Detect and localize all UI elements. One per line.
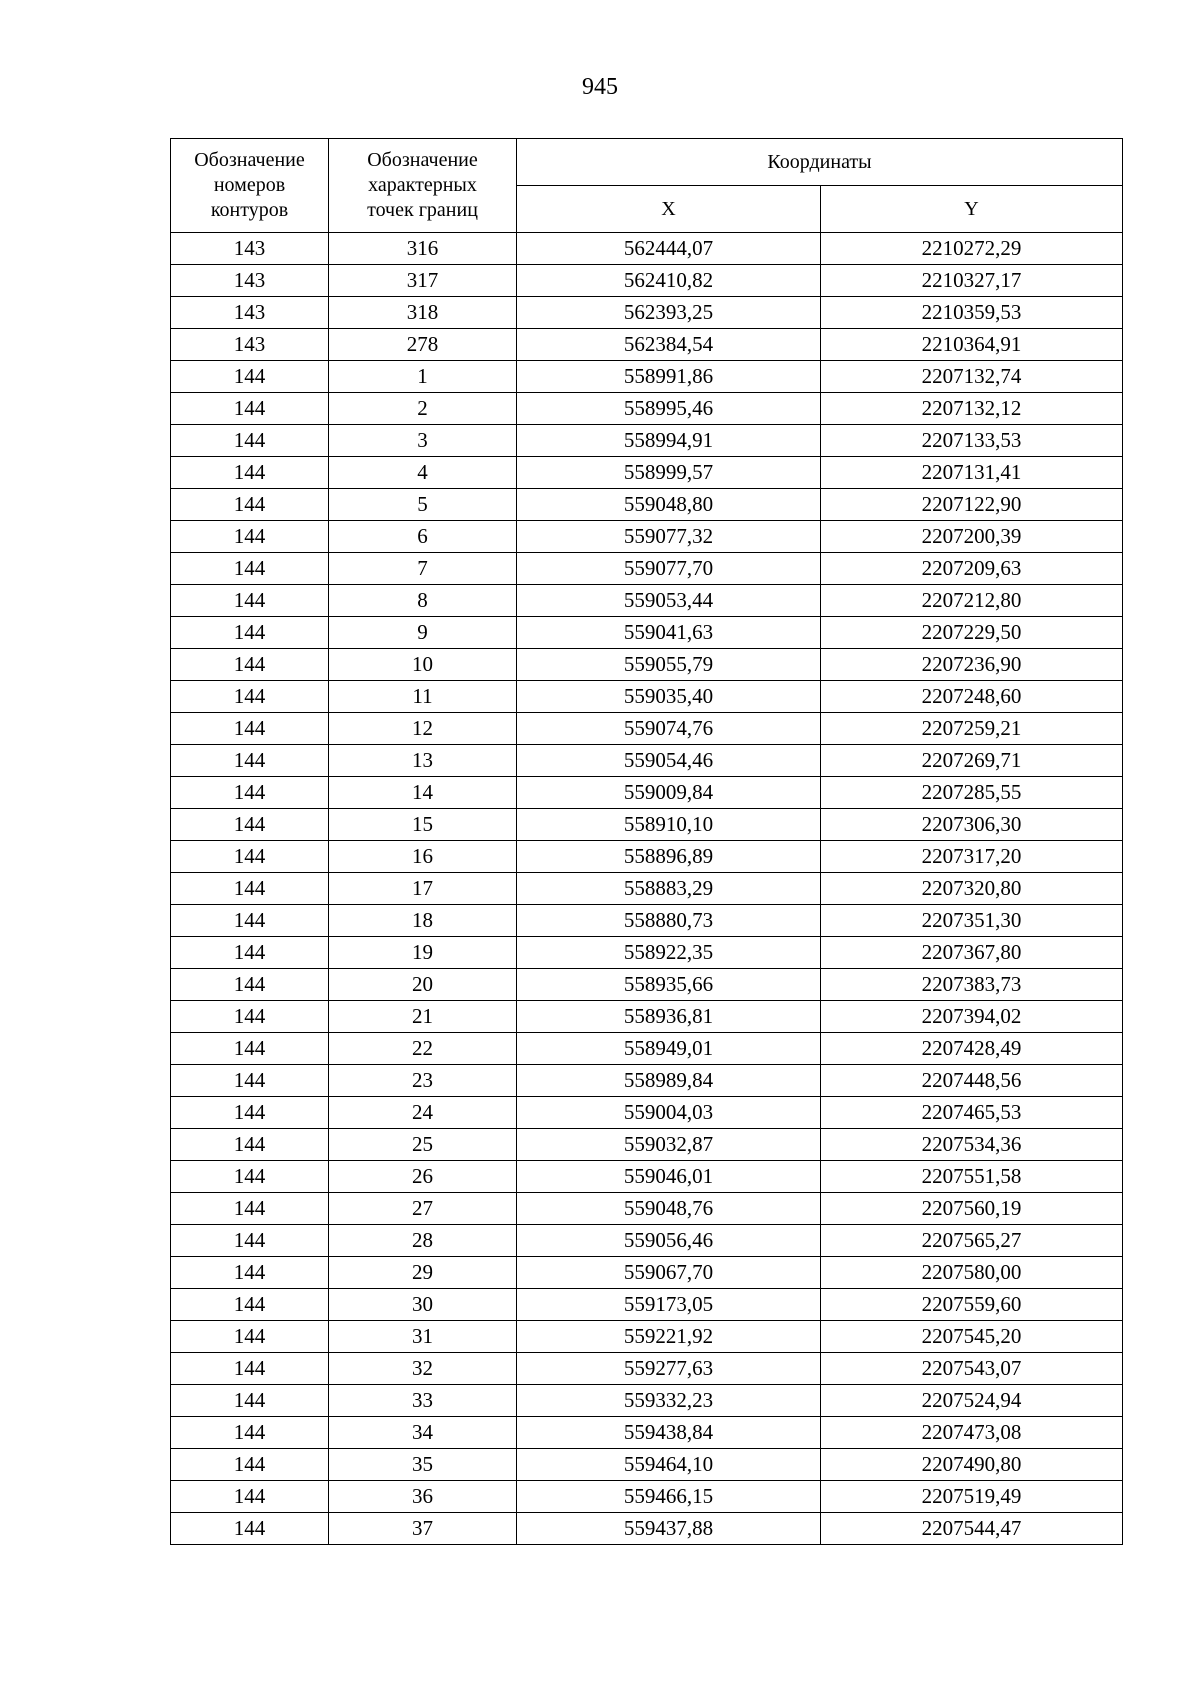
header-boundary-points: Обозначение характерных точек границ	[329, 139, 517, 233]
cell-point: 10	[329, 649, 517, 681]
table-row	[171, 1225, 1123, 1257]
cell-x: 559332,23	[517, 1385, 821, 1417]
cell-y: 2207131,41	[821, 457, 1123, 489]
header-x: X	[517, 186, 821, 233]
cell-point: 23	[329, 1065, 517, 1097]
cell-point: 28	[329, 1225, 517, 1257]
cell-x: 559048,76	[517, 1193, 821, 1225]
cell-y: 2207544,47	[821, 1513, 1123, 1545]
cell-y: 2207306,30	[821, 809, 1123, 841]
cell-x: 562444,07	[517, 233, 821, 265]
table-row	[171, 1481, 1123, 1513]
cell-contour: 144	[171, 1481, 329, 1513]
cell-point: 5	[329, 489, 517, 521]
cell-contour: 144	[171, 489, 329, 521]
cell-contour: 144	[171, 1193, 329, 1225]
cell-point: 12	[329, 713, 517, 745]
cell-x: 558883,29	[517, 873, 821, 905]
cell-x: 559041,63	[517, 617, 821, 649]
cell-x: 559173,05	[517, 1289, 821, 1321]
cell-contour: 144	[171, 521, 329, 553]
table-row	[171, 521, 1123, 553]
cell-y: 2207259,21	[821, 713, 1123, 745]
cell-y: 2207519,49	[821, 1481, 1123, 1513]
table-row	[171, 1161, 1123, 1193]
table-row	[171, 1353, 1123, 1385]
cell-x: 559077,70	[517, 553, 821, 585]
cell-x: 562393,25	[517, 297, 821, 329]
cell-point: 26	[329, 1161, 517, 1193]
cell-contour: 144	[171, 1065, 329, 1097]
cell-y: 2207490,80	[821, 1449, 1123, 1481]
cell-x: 558999,57	[517, 457, 821, 489]
cell-x: 559438,84	[517, 1417, 821, 1449]
cell-point: 24	[329, 1097, 517, 1129]
cell-x: 558935,66	[517, 969, 821, 1001]
cell-contour: 144	[171, 681, 329, 713]
cell-x: 559437,88	[517, 1513, 821, 1545]
cell-point: 14	[329, 777, 517, 809]
cell-x: 558922,35	[517, 937, 821, 969]
cell-y: 2207269,71	[821, 745, 1123, 777]
cell-contour: 144	[171, 553, 329, 585]
cell-y: 2207524,94	[821, 1385, 1123, 1417]
cell-contour: 144	[171, 1385, 329, 1417]
cell-x: 559464,10	[517, 1449, 821, 1481]
table-row	[171, 617, 1123, 649]
cell-x: 558880,73	[517, 905, 821, 937]
cell-point: 22	[329, 1033, 517, 1065]
cell-y: 2207236,90	[821, 649, 1123, 681]
table-header	[171, 139, 1123, 233]
cell-contour: 144	[171, 425, 329, 457]
cell-point: 25	[329, 1129, 517, 1161]
table-row	[171, 361, 1123, 393]
table-row	[171, 1321, 1123, 1353]
cell-contour: 144	[171, 1449, 329, 1481]
table-row	[171, 1449, 1123, 1481]
cell-y: 2207465,53	[821, 1097, 1123, 1129]
cell-y: 2207200,39	[821, 521, 1123, 553]
table-row	[171, 1001, 1123, 1033]
cell-x: 559054,46	[517, 745, 821, 777]
table-row	[171, 233, 1123, 265]
table-row	[171, 457, 1123, 489]
cell-contour: 143	[171, 233, 329, 265]
cell-point: 35	[329, 1449, 517, 1481]
cell-contour: 144	[171, 809, 329, 841]
cell-y: 2210327,17	[821, 265, 1123, 297]
cell-contour: 144	[171, 1289, 329, 1321]
cell-point: 37	[329, 1513, 517, 1545]
cell-point: 30	[329, 1289, 517, 1321]
cell-x: 558936,81	[517, 1001, 821, 1033]
table-row	[171, 1385, 1123, 1417]
cell-x: 559046,01	[517, 1161, 821, 1193]
table-row	[171, 841, 1123, 873]
table-row	[171, 937, 1123, 969]
cell-x: 559053,44	[517, 585, 821, 617]
cell-point: 278	[329, 329, 517, 361]
cell-x: 559466,15	[517, 1481, 821, 1513]
cell-y: 2207559,60	[821, 1289, 1123, 1321]
cell-point: 4	[329, 457, 517, 489]
table-body	[171, 233, 1123, 1545]
cell-point: 7	[329, 553, 517, 585]
cell-contour: 144	[171, 969, 329, 1001]
table-row	[171, 425, 1123, 457]
cell-y: 2207229,50	[821, 617, 1123, 649]
cell-x: 558994,91	[517, 425, 821, 457]
cell-x: 562410,82	[517, 265, 821, 297]
table-row	[171, 1289, 1123, 1321]
table-row	[171, 969, 1123, 1001]
cell-contour: 144	[171, 1513, 329, 1545]
cell-y: 2207560,19	[821, 1193, 1123, 1225]
coordinates-table	[170, 138, 1123, 1545]
cell-contour: 144	[171, 1161, 329, 1193]
cell-point: 21	[329, 1001, 517, 1033]
cell-x: 558896,89	[517, 841, 821, 873]
table-row	[171, 905, 1123, 937]
cell-point: 31	[329, 1321, 517, 1353]
cell-contour: 144	[171, 1225, 329, 1257]
cell-point: 8	[329, 585, 517, 617]
cell-y: 2207551,58	[821, 1161, 1123, 1193]
table-row	[171, 745, 1123, 777]
table-row	[171, 1065, 1123, 1097]
cell-y: 2207565,27	[821, 1225, 1123, 1257]
cell-point: 9	[329, 617, 517, 649]
cell-y: 2207428,49	[821, 1033, 1123, 1065]
cell-x: 559067,70	[517, 1257, 821, 1289]
cell-point: 13	[329, 745, 517, 777]
cell-x: 559221,92	[517, 1321, 821, 1353]
cell-point: 34	[329, 1417, 517, 1449]
cell-x: 558995,46	[517, 393, 821, 425]
cell-contour: 144	[171, 585, 329, 617]
cell-x: 558991,86	[517, 361, 821, 393]
cell-point: 3	[329, 425, 517, 457]
cell-y: 2207248,60	[821, 681, 1123, 713]
table-row	[171, 873, 1123, 905]
cell-point: 36	[329, 1481, 517, 1513]
cell-point: 318	[329, 297, 517, 329]
cell-point: 33	[329, 1385, 517, 1417]
cell-point: 29	[329, 1257, 517, 1289]
cell-x: 559277,63	[517, 1353, 821, 1385]
cell-contour: 144	[171, 841, 329, 873]
header-contour-numbers: Обозначение номеров контуров	[171, 139, 329, 233]
cell-y: 2207543,07	[821, 1353, 1123, 1385]
table-row	[171, 329, 1123, 361]
cell-y: 2207133,53	[821, 425, 1123, 457]
table-row	[171, 393, 1123, 425]
cell-contour: 144	[171, 649, 329, 681]
cell-contour: 143	[171, 329, 329, 361]
cell-point: 32	[329, 1353, 517, 1385]
table-row	[171, 681, 1123, 713]
cell-contour: 144	[171, 1097, 329, 1129]
cell-contour: 144	[171, 713, 329, 745]
cell-contour: 144	[171, 457, 329, 489]
table-row	[171, 649, 1123, 681]
cell-x: 558910,10	[517, 809, 821, 841]
cell-x: 562384,54	[517, 329, 821, 361]
table-row	[171, 1097, 1123, 1129]
table-row	[171, 1417, 1123, 1449]
cell-y: 2210364,91	[821, 329, 1123, 361]
cell-y: 2207367,80	[821, 937, 1123, 969]
cell-y: 2210359,53	[821, 297, 1123, 329]
cell-y: 2207285,55	[821, 777, 1123, 809]
cell-point: 2	[329, 393, 517, 425]
table-row	[171, 297, 1123, 329]
cell-contour: 144	[171, 1129, 329, 1161]
cell-contour: 144	[171, 873, 329, 905]
cell-y: 2207209,63	[821, 553, 1123, 585]
table-row	[171, 713, 1123, 745]
table-row	[171, 1193, 1123, 1225]
cell-y: 2207580,00	[821, 1257, 1123, 1289]
cell-y: 2207351,30	[821, 905, 1123, 937]
cell-y: 2207132,74	[821, 361, 1123, 393]
cell-contour: 144	[171, 937, 329, 969]
cell-point: 317	[329, 265, 517, 297]
cell-y: 2207394,02	[821, 1001, 1123, 1033]
cell-y: 2207473,08	[821, 1417, 1123, 1449]
cell-contour: 143	[171, 265, 329, 297]
table-row	[171, 1513, 1123, 1545]
cell-x: 559074,76	[517, 713, 821, 745]
cell-point: 18	[329, 905, 517, 937]
cell-x: 559009,84	[517, 777, 821, 809]
cell-y: 2207132,12	[821, 393, 1123, 425]
cell-point: 17	[329, 873, 517, 905]
cell-contour: 144	[171, 1033, 329, 1065]
table-row	[171, 809, 1123, 841]
cell-point: 27	[329, 1193, 517, 1225]
cell-contour: 144	[171, 1001, 329, 1033]
cell-contour: 144	[171, 617, 329, 649]
cell-x: 559004,03	[517, 1097, 821, 1129]
cell-y: 2207534,36	[821, 1129, 1123, 1161]
cell-contour: 144	[171, 777, 329, 809]
header-coordinates: Координаты	[517, 139, 1123, 186]
cell-contour: 144	[171, 361, 329, 393]
cell-x: 559055,79	[517, 649, 821, 681]
cell-contour: 144	[171, 1321, 329, 1353]
cell-point: 1	[329, 361, 517, 393]
cell-y: 2207383,73	[821, 969, 1123, 1001]
cell-x: 558989,84	[517, 1065, 821, 1097]
cell-y: 2207317,20	[821, 841, 1123, 873]
table-row	[171, 585, 1123, 617]
cell-contour: 143	[171, 297, 329, 329]
table-row	[171, 489, 1123, 521]
cell-y: 2207545,20	[821, 1321, 1123, 1353]
cell-y: 2210272,29	[821, 233, 1123, 265]
cell-y: 2207448,56	[821, 1065, 1123, 1097]
cell-x: 559048,80	[517, 489, 821, 521]
table-row	[171, 1033, 1123, 1065]
page-number: 945	[582, 74, 618, 100]
cell-contour: 144	[171, 1257, 329, 1289]
cell-contour: 144	[171, 905, 329, 937]
cell-x: 558949,01	[517, 1033, 821, 1065]
cell-y: 2207320,80	[821, 873, 1123, 905]
cell-x: 559032,87	[517, 1129, 821, 1161]
cell-contour: 144	[171, 393, 329, 425]
cell-x: 559035,40	[517, 681, 821, 713]
cell-contour: 144	[171, 1353, 329, 1385]
cell-point: 11	[329, 681, 517, 713]
cell-point: 16	[329, 841, 517, 873]
table-row	[171, 1129, 1123, 1161]
cell-x: 559077,32	[517, 521, 821, 553]
header-y: Y	[821, 186, 1123, 233]
cell-y: 2207122,90	[821, 489, 1123, 521]
table-row	[171, 265, 1123, 297]
cell-contour: 144	[171, 1417, 329, 1449]
table-row	[171, 777, 1123, 809]
table-row	[171, 553, 1123, 585]
cell-y: 2207212,80	[821, 585, 1123, 617]
cell-point: 20	[329, 969, 517, 1001]
cell-contour: 144	[171, 745, 329, 777]
cell-x: 559056,46	[517, 1225, 821, 1257]
cell-point: 15	[329, 809, 517, 841]
cell-point: 6	[329, 521, 517, 553]
cell-point: 316	[329, 233, 517, 265]
table-row	[171, 1257, 1123, 1289]
cell-point: 19	[329, 937, 517, 969]
